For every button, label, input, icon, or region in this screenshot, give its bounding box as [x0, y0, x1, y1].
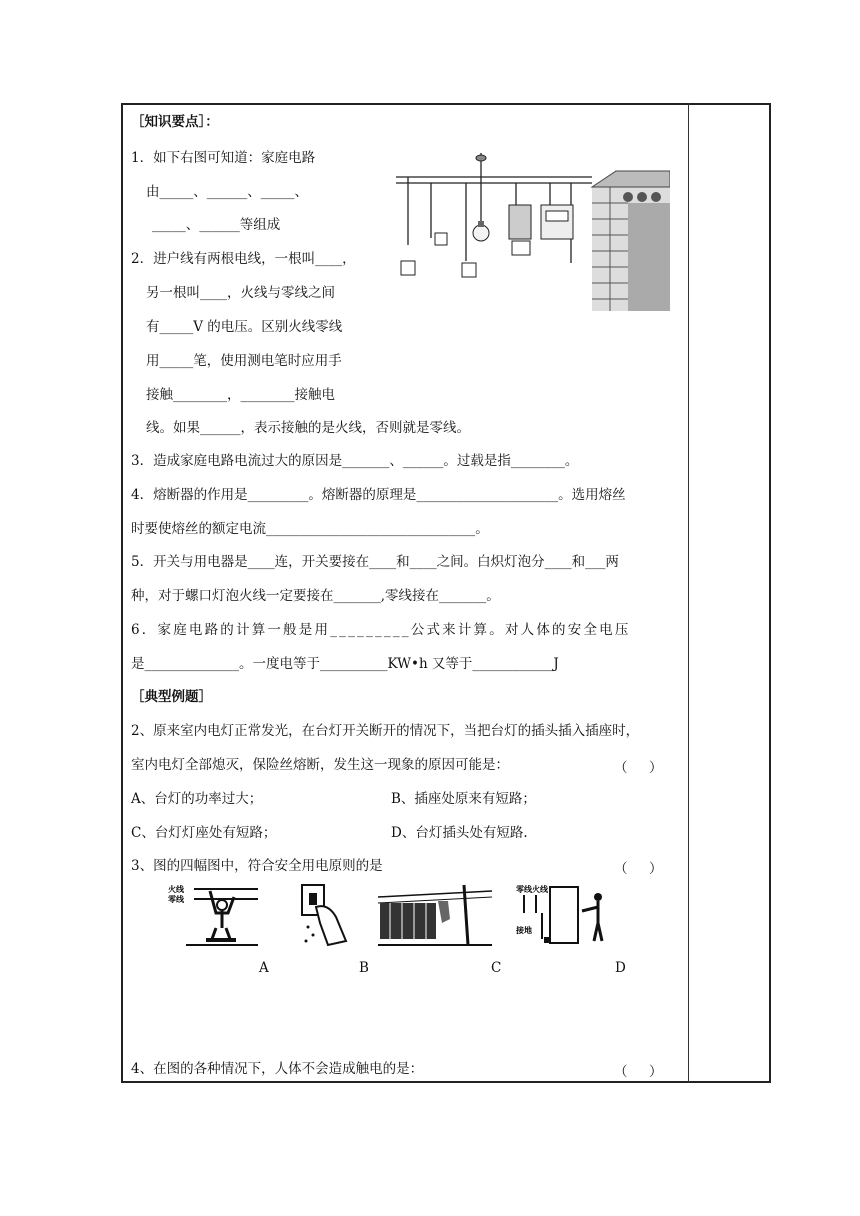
section-title-knowledge: ［知识要点］：: [131, 114, 219, 130]
q3-label-c: C: [491, 960, 502, 976]
q2-option-c: C、台灯灯座处有短路；: [131, 825, 277, 841]
k2-line-4: 用_____笔，使用测电笔时应用手: [146, 353, 342, 369]
q3-figure-a: [166, 883, 266, 948]
q2-stem-line-2: 室内电灯全部熄灭，保险丝熔断，发生这一现象的原因可能是：: [131, 757, 509, 773]
k2-line-6: 线。如果______，表示接触的是火线，否则就是零线。: [146, 420, 470, 436]
q2-option-a: A、台灯的功率过大；: [131, 791, 263, 807]
q3-d-live-label: 火线: [532, 885, 548, 894]
k4-line-2: 时要使熔丝的额定电流_______________________________。: [131, 521, 489, 537]
q4-stem: 4、在图的各种情况下，人体不会造成触电的是：: [131, 1061, 424, 1077]
q3-d-ground-label: 接地: [516, 926, 532, 935]
k2-line-3: 有_____V 的电压。区别火线零线: [146, 319, 343, 335]
q3-stem: 3、图的四幅图中，符合安全用电原则的是: [131, 858, 383, 874]
q3-a-neutral-label: 零线: [168, 895, 184, 904]
household-circuit-figure: [396, 153, 670, 311]
k2-line-1: 2．进户线有两根电线，一根叫____，: [131, 251, 356, 267]
k6-line-1: 6．家庭电路的计算一般是用_________公式来计算。对人体的安全电压: [131, 622, 631, 638]
q3-figure-b: [298, 883, 350, 948]
q2-option-b: B、插座处原来有短路；: [391, 791, 536, 807]
right-column-divider: [688, 103, 689, 1083]
k3-line: 3．造成家庭电路电流过大的原因是_______、______。过载是指________。: [131, 453, 579, 469]
q3-d-neutral-label: 零线: [516, 885, 532, 894]
k5-line-2: 种，对于螺口灯泡火线一定要接在_______,零线接在_______。: [131, 588, 500, 604]
q3-label-d: D: [615, 960, 626, 976]
q2-answer-paren: （ ）: [614, 760, 663, 776]
section-title-examples: ［典型例题］: [131, 689, 212, 705]
k2-line-2: 另一根叫____，火线与零线之间: [146, 285, 335, 301]
q3-answer-paren: （ ）: [614, 861, 663, 877]
k4-line-1: 4．熔断器的作用是_________。熔断器的原理是_____________________。选用熔丝: [131, 487, 626, 503]
k5-line-1: 5．开关与用电器是____连，开关要接在____和____之间。白炽灯泡分____和___两: [131, 554, 619, 570]
k2-line-5: 接触________，________接触电: [146, 387, 335, 403]
k1-line-1: 1．如下右图可知道：家庭电路: [131, 150, 316, 166]
q3-label-b: B: [359, 960, 369, 976]
q3-a-live-label: 火线: [168, 885, 184, 894]
q3-figure-d: [514, 883, 614, 948]
k1-line-2: 由_____、______、_____、: [146, 184, 308, 200]
q2-option-d: D、台灯插头处有短路.: [391, 825, 528, 841]
q3-figure-c: [376, 883, 494, 948]
k1-line-3: _____、______等组成: [152, 217, 281, 233]
q4-answer-paren: （ ）: [614, 1064, 663, 1080]
q2-stem-line-1: 2、原来室内电灯正常发光，在台灯开关断开的情况下，当把台灯的插头插入插座时，: [131, 723, 640, 739]
k6-line-2: 是______________。一度电等于__________KW•h 又等于____________J: [131, 656, 559, 672]
q3-label-a: A: [259, 960, 269, 976]
